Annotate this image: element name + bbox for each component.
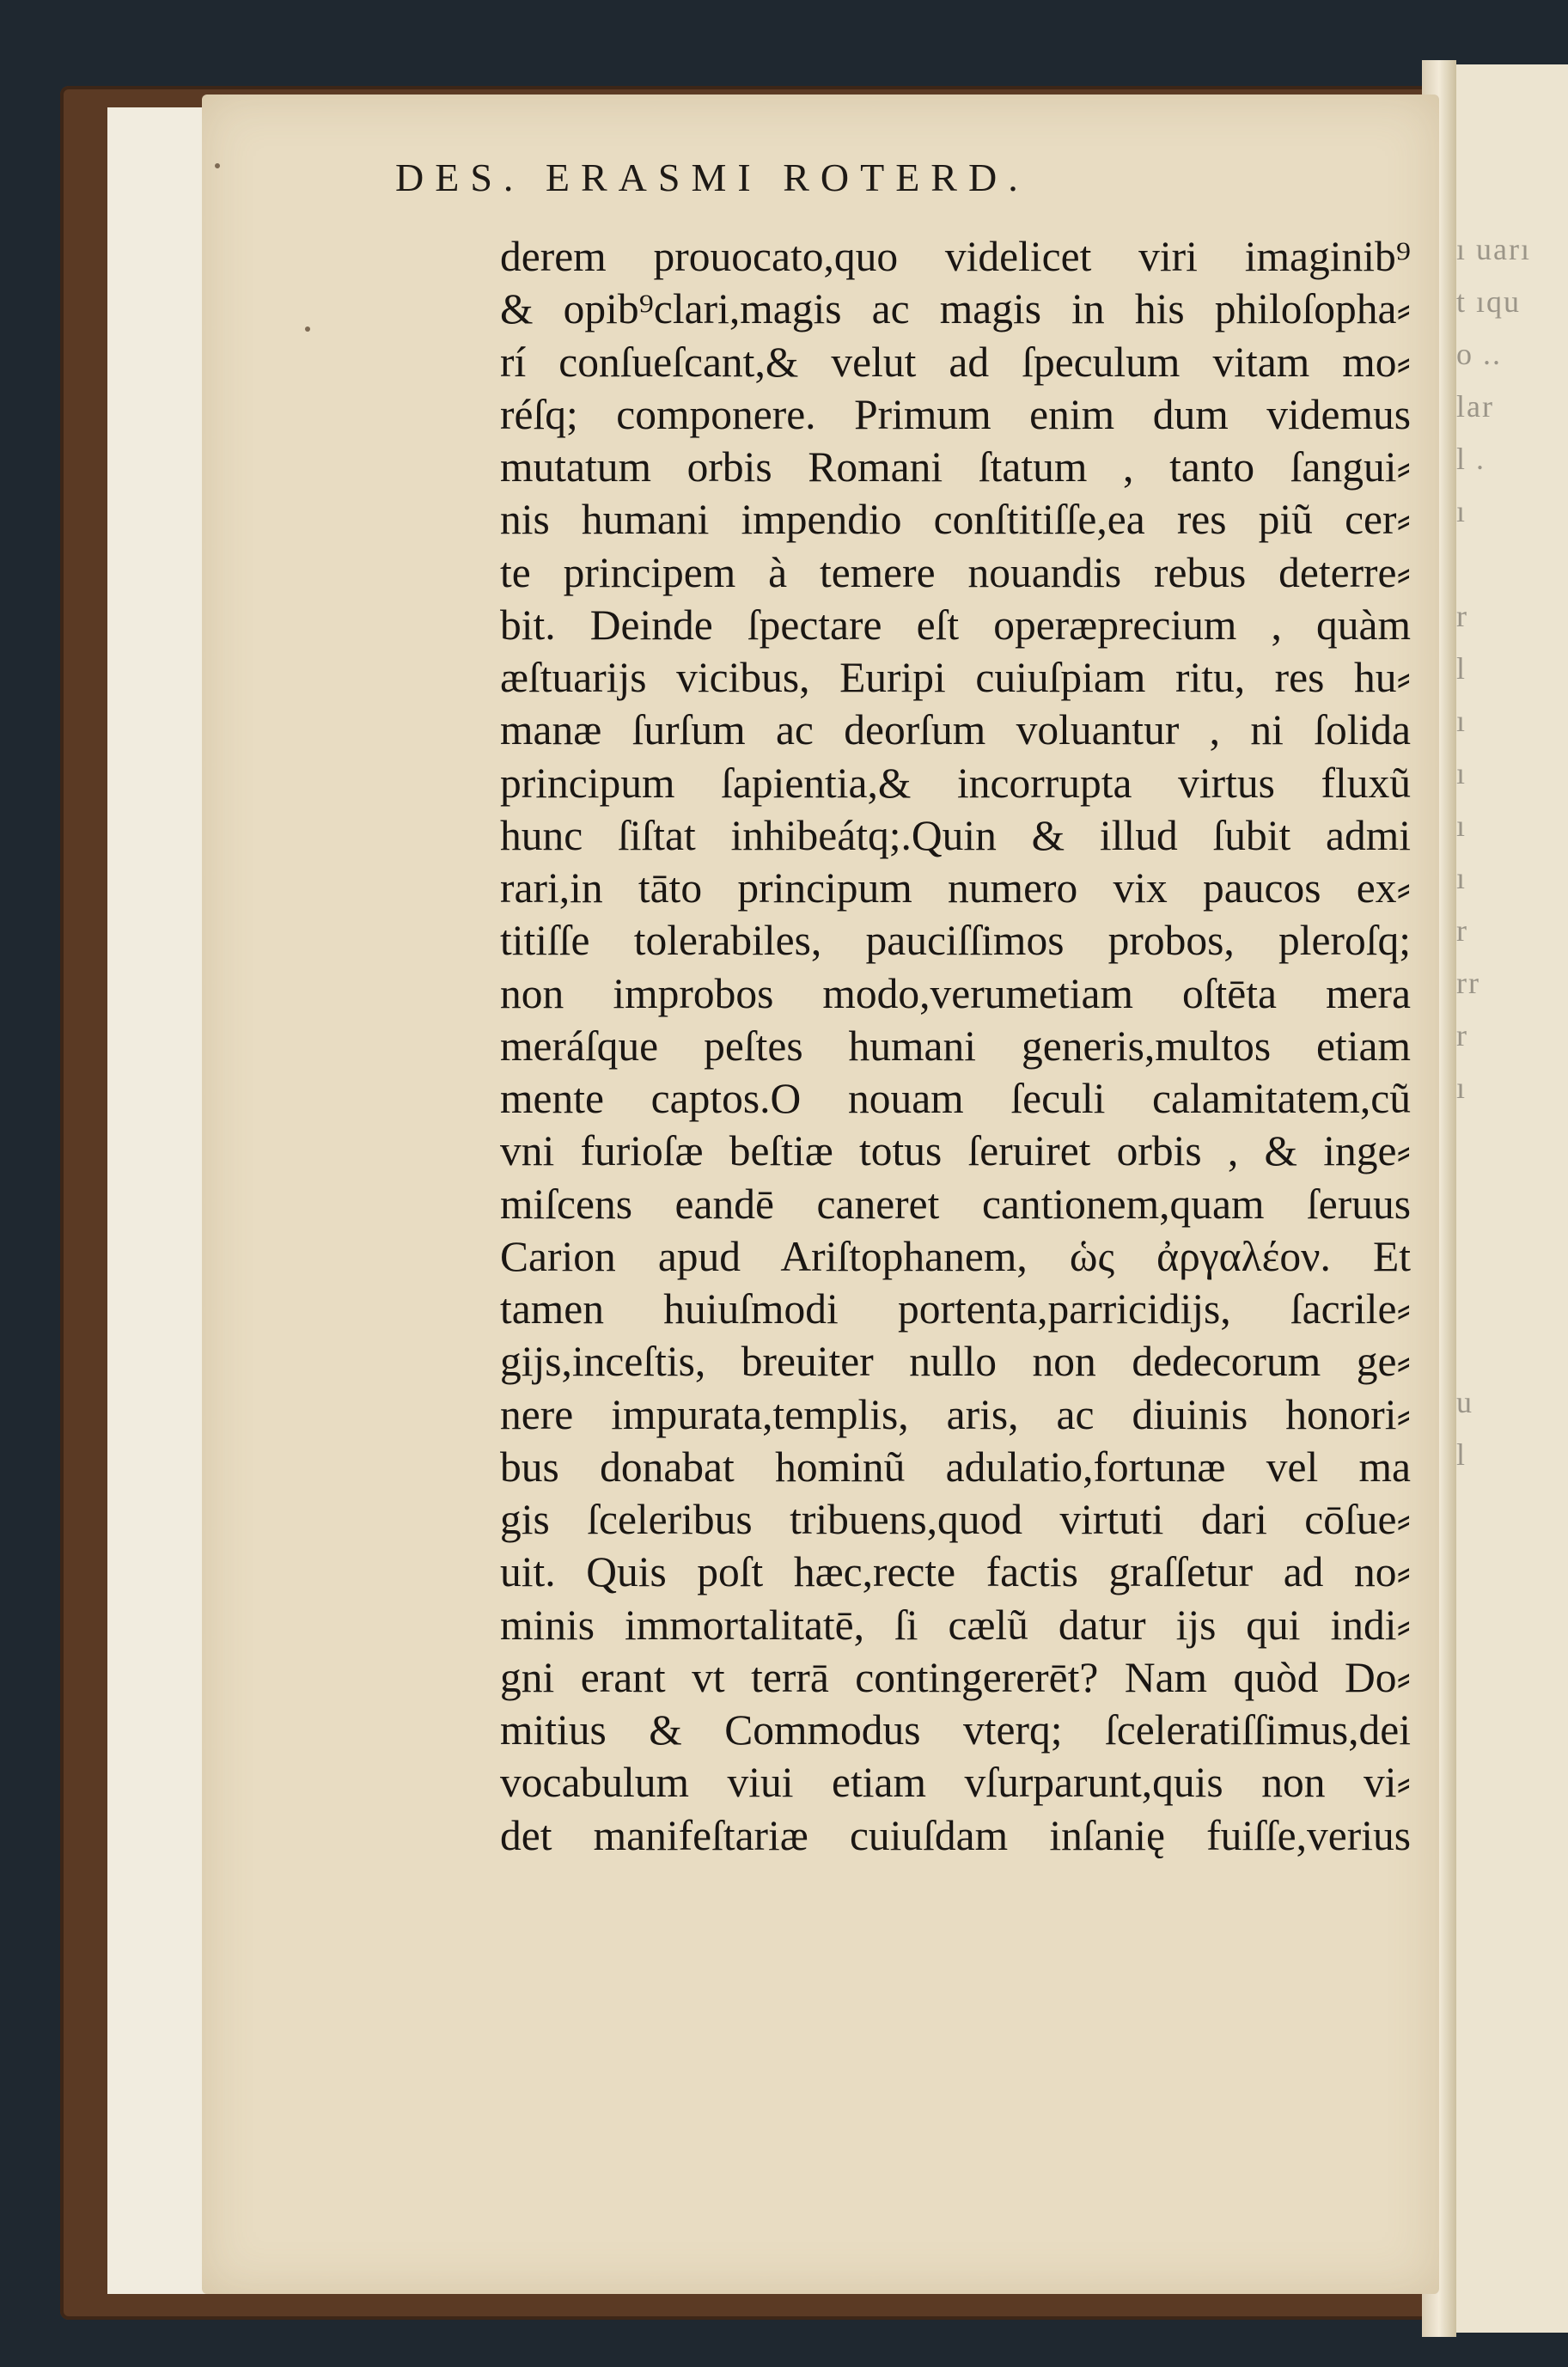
facing-page-fragment	[1456, 1272, 1568, 1324]
facing-page-fragment: t ıqu	[1456, 284, 1522, 319]
text-line: manæ ſurſum ac deorſum voluantur , ni ſolida	[500, 706, 1411, 754]
facing-page-fragment	[1456, 1534, 1568, 1586]
facing-page-fragment: ı	[1456, 861, 1467, 895]
facing-page-fragment: ı	[1456, 1071, 1467, 1105]
text-line: derem prouocato,quo videlicet viri imaginib⁹	[500, 233, 1411, 280]
text-line: hunc ſiſtat inhibeátq;.Quin & illud ſubit admi	[500, 811, 1411, 859]
facing-page-fragments	[1456, 223, 1568, 1848]
text-line: nis humani impendio conſtitiſſe,ea res piũ cer⸗	[500, 496, 1411, 544]
text-line: vocabulum viui etiam vſurparunt,quis non vi⸗	[500, 1759, 1411, 1807]
text-line: nere impurata,templis, aris, ac diuinis honori⸗	[500, 1390, 1411, 1438]
text-line: mutatum orbis Romani ſtatum , tanto ſangui⸗	[500, 443, 1411, 491]
facing-page-fragment: ı	[1456, 756, 1467, 790]
text-line: bit. Deinde ſpectare eſt operæprecium , quàm	[500, 601, 1411, 649]
facing-page-fragment	[1456, 538, 1568, 590]
text-line: mitius & Commodus vterq; ſceleratiſſimus,dei	[500, 1706, 1411, 1754]
text-line: rí conſueſcant,& velut ad ſpeculum vitam mo⸗	[500, 338, 1411, 386]
facing-page-fragment: l	[1456, 651, 1467, 686]
facing-page-fragment	[1456, 1586, 1568, 1638]
facing-page-fragment	[1456, 1691, 1568, 1743]
text-line: minis immortalitatē, ſi cælũ datur ijs qui indi⸗	[500, 1601, 1411, 1649]
text-line: Carion apud Ariſtophanem, ὡς ἀργαλέον. Et	[500, 1232, 1411, 1280]
text-line: réſq; componere. Primum enim dum videmus	[500, 390, 1411, 438]
facing-page-fragment	[1456, 1219, 1568, 1272]
paper-speck	[305, 326, 310, 332]
text-line: gis ſceleribus tribuens,quod virtuti dari cōſue⸗	[500, 1496, 1411, 1543]
facing-page-fragment	[1456, 1167, 1568, 1219]
text-line: rari,in tāto principum numero vix paucos ex⸗	[500, 864, 1411, 912]
text-line: gni erant vt terrā contingererēt? Nam quòd Do⸗	[500, 1653, 1411, 1701]
text-line: vni furioſæ beſtiæ totus ſeruiret orbis , & inge⸗	[500, 1127, 1411, 1175]
text-line: titiſſe tolerabiles, pauciſſimos probos, pleroſq;	[500, 917, 1411, 965]
facing-page-fragment: o ..	[1456, 337, 1502, 371]
text-line: tamen huiuſmodi portenta,parricidijs, ſacrile⸗	[500, 1285, 1411, 1333]
facing-page-fragment: ı	[1456, 704, 1467, 738]
facing-page-fragment: ı	[1456, 494, 1467, 528]
text-line: te principem à temere nouandis rebus deterre⸗	[500, 548, 1411, 596]
facing-page-fragment: l	[1456, 1437, 1467, 1472]
facing-page-fragment	[1456, 1796, 1568, 1848]
facing-page-fragment: r	[1456, 1018, 1468, 1052]
facing-page-fragment	[1456, 1324, 1568, 1376]
facing-page-fragment: lar	[1456, 389, 1494, 424]
paper-speck	[215, 163, 220, 168]
facing-page-fragment: ı	[1456, 808, 1467, 843]
text-line: bus donabat hominũ adulatio,fortunæ vel ma	[500, 1443, 1411, 1491]
text-line: det manifeſtariæ cuiuſdam inſanię fuiſſe,verius	[500, 1811, 1411, 1859]
text-line: non improbos modo,verumetiam oſtēta mera	[500, 969, 1411, 1017]
facing-page	[1452, 64, 1568, 2333]
facing-page-fragment: r	[1456, 913, 1468, 948]
facing-page-fragment	[1456, 1481, 1568, 1534]
text-line: principum ſapientia,& incorrupta virtus fluxũ	[500, 759, 1411, 807]
text-line: uit. Quis poſt hæc,recte factis graſſetur ad no⸗	[500, 1548, 1411, 1596]
facing-page-fragment: rr	[1456, 966, 1480, 1000]
text-line: gijs,inceſtis, breuiter nullo non dedecorum ge⸗	[500, 1338, 1411, 1386]
text-line: meráſque peſtes humani generis,multos etiam	[500, 1022, 1411, 1070]
text-line: & opib⁹clari,magis ac magis in his philoſopha⸗	[500, 285, 1411, 333]
facing-page-fragment	[1456, 1114, 1568, 1167]
text-line: miſcens eandē caneret cantionem,quam ſeruus	[500, 1180, 1411, 1228]
running-head: DES. ERASMI ROTERD.	[395, 156, 1029, 199]
facing-page-fragment: u	[1456, 1385, 1473, 1419]
facing-page-fragment: l .	[1456, 442, 1486, 476]
facing-page-fragment: ı uarı	[1456, 232, 1531, 266]
text-line: mente captos.O nouam ſeculi calamitatem,cũ	[500, 1075, 1411, 1122]
facing-page-fragment	[1456, 1743, 1568, 1796]
facing-page-fragment	[1456, 1638, 1568, 1691]
text-line: æſtuarijs vicibus, Euripi cuiuſpiam ritu, res hu⸗	[500, 654, 1411, 701]
facing-page-fragment: r	[1456, 599, 1468, 633]
body-text	[500, 230, 1411, 1862]
